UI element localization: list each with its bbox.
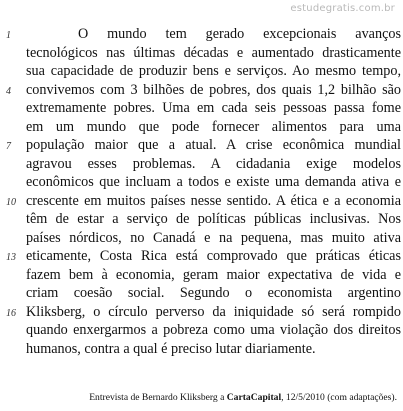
source-prefix: Entrevista de Bernardo Kliksberg a — [89, 392, 227, 403]
line-number: 1 — [6, 30, 11, 41]
line-text: fazem bem à economia, geram maior expectativa de vida e — [26, 266, 401, 283]
line-text: em um mundo que pode fornecer alimentos para uma — [26, 118, 401, 135]
watermark: estudegratis.com.br — [290, 3, 395, 14]
line-text: têm de estar a serviço de políticas públicas inclusivas. Nos — [26, 211, 401, 227]
line-text: humanos, contra a qual é preciso lutar diariamente. — [26, 340, 316, 357]
text-line — [26, 62, 401, 81]
source-suffix: , 12/5/2010 (com adaptações). — [281, 392, 397, 403]
text-line — [6, 192, 401, 211]
text-line — [26, 118, 401, 137]
line-text: sua capacidade de produzir bens e serviços. Ao mesmo tempo, — [26, 63, 401, 79]
line-text: agravou esses problemas. A cidadania exige modelos — [26, 155, 401, 172]
text-line — [26, 99, 401, 118]
line-text: tecnológicos nas últimas décadas e aumentado drasticamente — [26, 44, 401, 61]
text-line — [6, 247, 401, 266]
line-text: econômicos que incluam a todos e existe uma demanda ativa e — [26, 174, 401, 190]
line-text: quando enxergarmos a pobreza como uma violação dos direitos — [26, 322, 401, 338]
line-text: países nórdicos, no Canadá e na pequena, mas muito ativa — [26, 229, 401, 246]
text-line — [26, 210, 401, 229]
text-line — [26, 340, 401, 359]
source-magazine: CartaCapital — [226, 392, 282, 403]
text-line — [6, 303, 401, 322]
line-text: extremamente pobres. Uma em cada seis pessoas passa fome — [26, 100, 401, 116]
text-line — [26, 44, 401, 63]
line-number: 4 — [6, 85, 11, 97]
text-line — [6, 25, 401, 44]
line-number: 13 — [6, 252, 16, 263]
text-line — [26, 173, 401, 192]
line-text: O mundo tem gerado excepcionais avanços — [78, 26, 401, 42]
text-line — [26, 155, 401, 174]
text-line — [26, 284, 401, 303]
line-text: convivemos com 3 bilhões de pobres, dos quais 1,2 bilhão são — [26, 81, 401, 98]
line-number: 16 — [6, 307, 16, 319]
line-text: população maior que a atual. A crise econômica mundial — [26, 137, 401, 153]
passage-text — [6, 25, 401, 358]
text-line — [26, 229, 401, 248]
text-line — [26, 266, 401, 285]
text-line — [26, 321, 401, 340]
source-citation — [89, 392, 397, 403]
line-number: 10 — [6, 196, 16, 208]
line-number: 7 — [6, 141, 11, 152]
line-text: crescente em muitos países nesse sentido. A ética e a economia — [26, 192, 401, 209]
line-text: criam coesão social. Segundo o economista argentino — [26, 285, 401, 301]
text-line — [6, 136, 401, 155]
line-text: eticamente, Costa Rica está comprovado que práticas éticas — [26, 248, 401, 264]
line-text: Kliksberg, o círculo perverso da iniquidade só será rompido — [26, 303, 401, 320]
text-line — [6, 81, 401, 100]
